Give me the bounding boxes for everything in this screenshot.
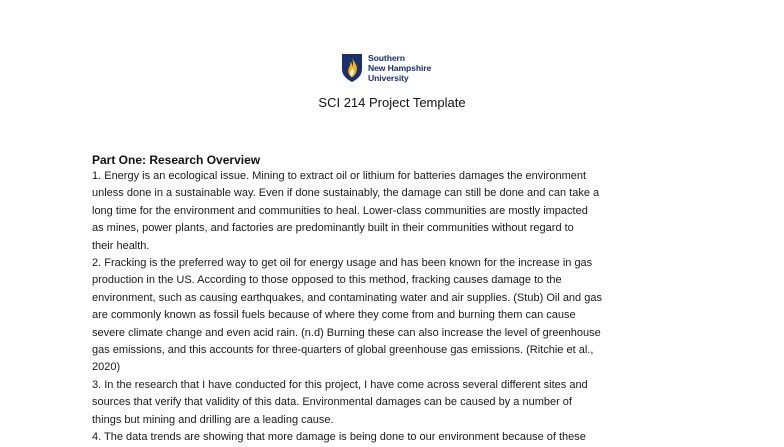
section-heading: Part One: Research Overview bbox=[92, 153, 261, 167]
document-title: SCI 214 Project Template bbox=[318, 95, 466, 110]
text-line: environment, such as causing earthquakes, and contaminating water and air supplies. (Stub) Oil and gas bbox=[92, 291, 602, 304]
text-line: production in the US. According to those opposed to this method, fracking causes damage to the bbox=[92, 274, 562, 287]
snhu-logo bbox=[341, 53, 431, 83]
text-line: their health. bbox=[92, 239, 150, 252]
text-line: severe climate change and even acid rain. (n.d) Burning these can also increase the level of greenhouse bbox=[92, 326, 601, 339]
document-body bbox=[92, 152, 692, 447]
text-line: 3. In the research that I have conducted for this project, I have come across several different sites and bbox=[92, 378, 588, 391]
text-line: gas emissions, and this accounts for three-quarters of global greenhouse gas emissions. (Ritchie et al., bbox=[92, 344, 594, 357]
text-line: are commonly known as fossil fuels because of where they come from and burning them can cause bbox=[92, 309, 576, 322]
text-line: things but mining and drilling are a leading cause. bbox=[92, 413, 334, 426]
text-line: sources that verify that validity of this data. Environmental damages can be caused by a number of bbox=[92, 396, 572, 409]
paragraph-text bbox=[92, 168, 692, 447]
logo-line: Southern bbox=[368, 53, 405, 63]
logo-line: New Hampshire bbox=[368, 63, 432, 73]
text-line: unless done in a sustainable way. Even if done sustainably, the damage can still be done and can take a bbox=[92, 187, 600, 200]
text-line: 1. Energy is an ecological issue. Mining to extract oil or lithium for batteries damages the environment bbox=[92, 170, 587, 182]
logo-wordmark bbox=[368, 53, 431, 83]
logo-line: University bbox=[368, 73, 409, 83]
shield-flame-icon bbox=[341, 53, 363, 83]
text-line: as mines, power plants, and factories are predominantly built in their communities without regard to bbox=[92, 222, 574, 235]
text-line: 4. The data trends are showing that more damage is being done to our environment because of these bbox=[92, 431, 586, 444]
text-line: 2. Fracking is the preferred way to get oil for energy usage and has been known for the increase in gas bbox=[92, 257, 593, 270]
text-line: 2020) bbox=[92, 361, 121, 374]
text-line: long time for the environment and communities to heal. Lower-class communities are mostly impacted bbox=[92, 204, 588, 217]
